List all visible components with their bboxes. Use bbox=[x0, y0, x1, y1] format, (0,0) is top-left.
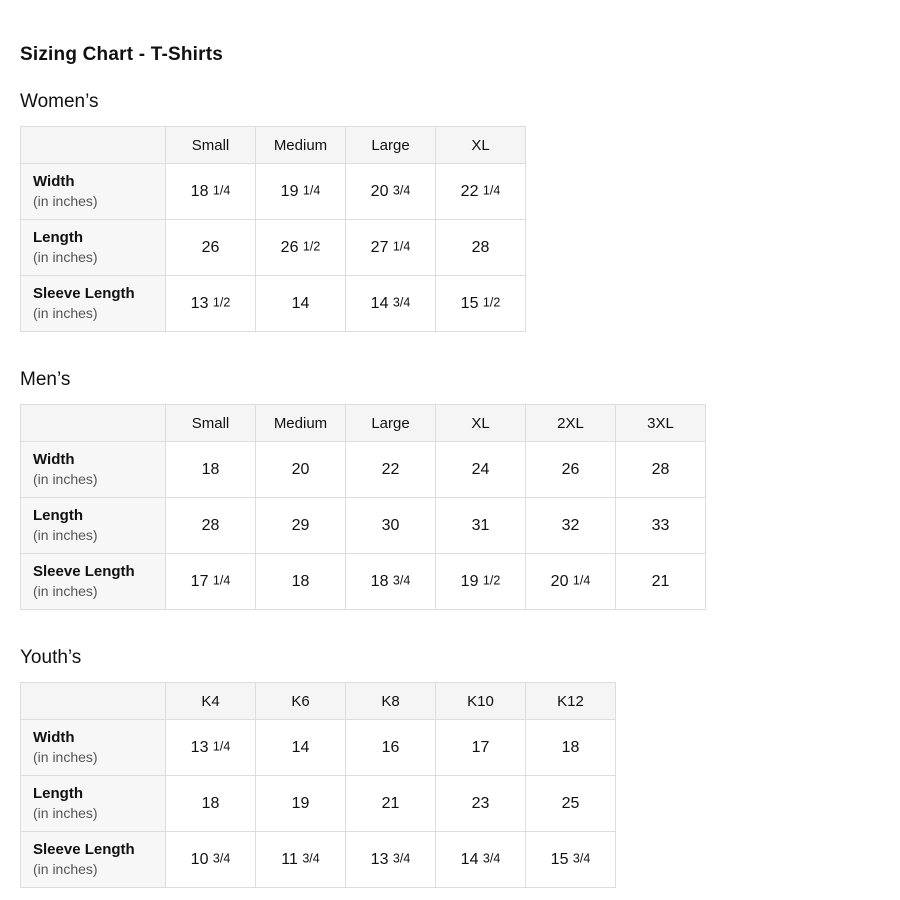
size-value-cell: 10 3/4 bbox=[166, 832, 256, 888]
fraction-text: 3/4 bbox=[392, 851, 411, 865]
size-value-cell: 18 1/4 bbox=[166, 164, 256, 220]
table-row bbox=[21, 276, 526, 332]
size-value-cell: 18 bbox=[526, 720, 616, 776]
size-value-cell: 13 1/4 bbox=[166, 720, 256, 776]
fraction-text: 3/4 bbox=[482, 851, 501, 865]
size-value-cell: 28 bbox=[436, 220, 526, 276]
fraction-text: 1/2 bbox=[212, 295, 231, 309]
size-column-header: XL bbox=[436, 405, 526, 442]
size-value-cell: 22 1/4 bbox=[436, 164, 526, 220]
fraction-text: 1/4 bbox=[212, 183, 231, 197]
size-value-cell: 15 3/4 bbox=[526, 832, 616, 888]
size-value-cell: 28 bbox=[616, 442, 706, 498]
size-column-header: K8 bbox=[346, 683, 436, 720]
size-value-cell: 28 bbox=[166, 498, 256, 554]
row-label-name: Length bbox=[33, 229, 83, 246]
size-value-cell: 11 3/4 bbox=[256, 832, 346, 888]
row-label-unit: (in inches) bbox=[33, 583, 98, 599]
size-value-cell: 17 bbox=[436, 720, 526, 776]
size-value-cell: 32 bbox=[526, 498, 616, 554]
row-label-name: Sleeve Length bbox=[33, 285, 135, 302]
row-label-name: Sleeve Length bbox=[33, 563, 135, 580]
size-value-cell: 21 bbox=[616, 554, 706, 610]
row-label bbox=[21, 276, 166, 332]
size-column-header: Medium bbox=[256, 405, 346, 442]
fraction-text: 3/4 bbox=[212, 851, 231, 865]
section-heading-mens: Men’s bbox=[20, 369, 71, 390]
size-value-cell: 22 bbox=[346, 442, 436, 498]
size-value-cell: 26 bbox=[526, 442, 616, 498]
row-label-unit: (in inches) bbox=[33, 749, 98, 765]
section-youths bbox=[20, 647, 900, 888]
fraction-text: 1/4 bbox=[302, 183, 321, 197]
size-value-cell: 13 1/2 bbox=[166, 276, 256, 332]
size-column-header: 3XL bbox=[616, 405, 706, 442]
row-label-name: Width bbox=[33, 451, 75, 468]
fraction-text: 3/4 bbox=[392, 183, 411, 197]
size-column-header: Large bbox=[346, 127, 436, 164]
table-row bbox=[21, 220, 526, 276]
size-value-cell: 14 3/4 bbox=[346, 276, 436, 332]
size-value-cell: 19 bbox=[256, 776, 346, 832]
section-heading-youths: Youth’s bbox=[20, 647, 82, 668]
size-column-header: K6 bbox=[256, 683, 346, 720]
table-row bbox=[21, 442, 706, 498]
fraction-text: 1/4 bbox=[482, 183, 501, 197]
size-value-cell: 14 bbox=[256, 720, 346, 776]
row-label-unit: (in inches) bbox=[33, 527, 98, 543]
table-row bbox=[21, 498, 706, 554]
section-heading-womens: Women’s bbox=[20, 91, 99, 112]
fraction-text: 1/2 bbox=[482, 295, 501, 309]
size-value-cell: 33 bbox=[616, 498, 706, 554]
size-value-cell: 25 bbox=[526, 776, 616, 832]
size-column-header: 2XL bbox=[526, 405, 616, 442]
row-label-unit: (in inches) bbox=[33, 193, 98, 209]
fraction-text: 1/4 bbox=[212, 573, 231, 587]
size-column-header: Large bbox=[346, 405, 436, 442]
size-value-cell: 18 bbox=[166, 776, 256, 832]
size-value-cell: 20 bbox=[256, 442, 346, 498]
size-value-cell: 23 bbox=[436, 776, 526, 832]
size-column-header: Medium bbox=[256, 127, 346, 164]
row-label bbox=[21, 164, 166, 220]
size-value-cell: 15 1/2 bbox=[436, 276, 526, 332]
table-row bbox=[21, 832, 616, 888]
fraction-text: 3/4 bbox=[392, 295, 411, 309]
size-value-cell: 18 bbox=[256, 554, 346, 610]
corner-cell bbox=[21, 405, 166, 442]
header-row bbox=[21, 127, 526, 164]
row-label-unit: (in inches) bbox=[33, 249, 98, 265]
row-label-name: Length bbox=[33, 507, 83, 524]
row-label bbox=[21, 498, 166, 554]
fraction-text: 3/4 bbox=[572, 851, 591, 865]
size-value-cell: 20 1/4 bbox=[526, 554, 616, 610]
row-label-name: Length bbox=[33, 785, 83, 802]
row-label bbox=[21, 554, 166, 610]
size-value-cell: 18 bbox=[166, 442, 256, 498]
size-value-cell: 13 3/4 bbox=[346, 832, 436, 888]
size-value-cell: 29 bbox=[256, 498, 346, 554]
table-row bbox=[21, 164, 526, 220]
corner-cell bbox=[21, 683, 166, 720]
size-value-cell: 18 3/4 bbox=[346, 554, 436, 610]
page-title: Sizing Chart - T-Shirts bbox=[20, 44, 224, 65]
row-label-name: Width bbox=[33, 729, 75, 746]
size-column-header: K4 bbox=[166, 683, 256, 720]
size-value-cell: 19 1/4 bbox=[256, 164, 346, 220]
row-label bbox=[21, 220, 166, 276]
fraction-text: 1/4 bbox=[572, 573, 591, 587]
size-value-cell: 26 1/2 bbox=[256, 220, 346, 276]
table-row bbox=[21, 720, 616, 776]
row-label-unit: (in inches) bbox=[33, 305, 98, 321]
row-label bbox=[21, 720, 166, 776]
fraction-text: 3/4 bbox=[302, 851, 320, 865]
size-column-header: Small bbox=[166, 127, 256, 164]
size-value-cell: 27 1/4 bbox=[346, 220, 436, 276]
table-row bbox=[21, 554, 706, 610]
size-value-cell: 26 bbox=[166, 220, 256, 276]
corner-cell bbox=[21, 127, 166, 164]
size-value-cell: 21 bbox=[346, 776, 436, 832]
row-label-name: Width bbox=[33, 173, 75, 190]
section-mens bbox=[20, 369, 900, 610]
size-value-cell: 30 bbox=[346, 498, 436, 554]
row-label-name: Sleeve Length bbox=[33, 841, 135, 858]
table-row bbox=[21, 776, 616, 832]
size-value-cell: 19 1/2 bbox=[436, 554, 526, 610]
row-label bbox=[21, 832, 166, 888]
fraction-text: 1/4 bbox=[392, 239, 411, 253]
fraction-text: 1/2 bbox=[482, 573, 501, 587]
row-label-unit: (in inches) bbox=[33, 861, 98, 877]
size-column-header: Small bbox=[166, 405, 256, 442]
size-value-cell: 14 3/4 bbox=[436, 832, 526, 888]
size-value-cell: 24 bbox=[436, 442, 526, 498]
row-label bbox=[21, 776, 166, 832]
size-column-header: K12 bbox=[526, 683, 616, 720]
size-value-cell: 20 3/4 bbox=[346, 164, 436, 220]
size-value-cell: 16 bbox=[346, 720, 436, 776]
size-column-header: K10 bbox=[436, 683, 526, 720]
row-label-unit: (in inches) bbox=[33, 805, 98, 821]
size-value-cell: 17 1/4 bbox=[166, 554, 256, 610]
size-column-header: XL bbox=[436, 127, 526, 164]
fraction-text: 3/4 bbox=[392, 573, 411, 587]
size-value-cell: 31 bbox=[436, 498, 526, 554]
fraction-text: 1/4 bbox=[212, 739, 231, 753]
size-value-cell: 14 bbox=[256, 276, 346, 332]
header-row bbox=[21, 405, 706, 442]
sizing-table-womens bbox=[20, 126, 526, 332]
row-label-unit: (in inches) bbox=[33, 471, 98, 487]
header-row bbox=[21, 683, 616, 720]
sizing-table-youths bbox=[20, 682, 616, 888]
sizing-table-mens bbox=[20, 404, 706, 610]
row-label bbox=[21, 442, 166, 498]
fraction-text: 1/2 bbox=[302, 239, 321, 253]
section-womens bbox=[20, 91, 900, 332]
